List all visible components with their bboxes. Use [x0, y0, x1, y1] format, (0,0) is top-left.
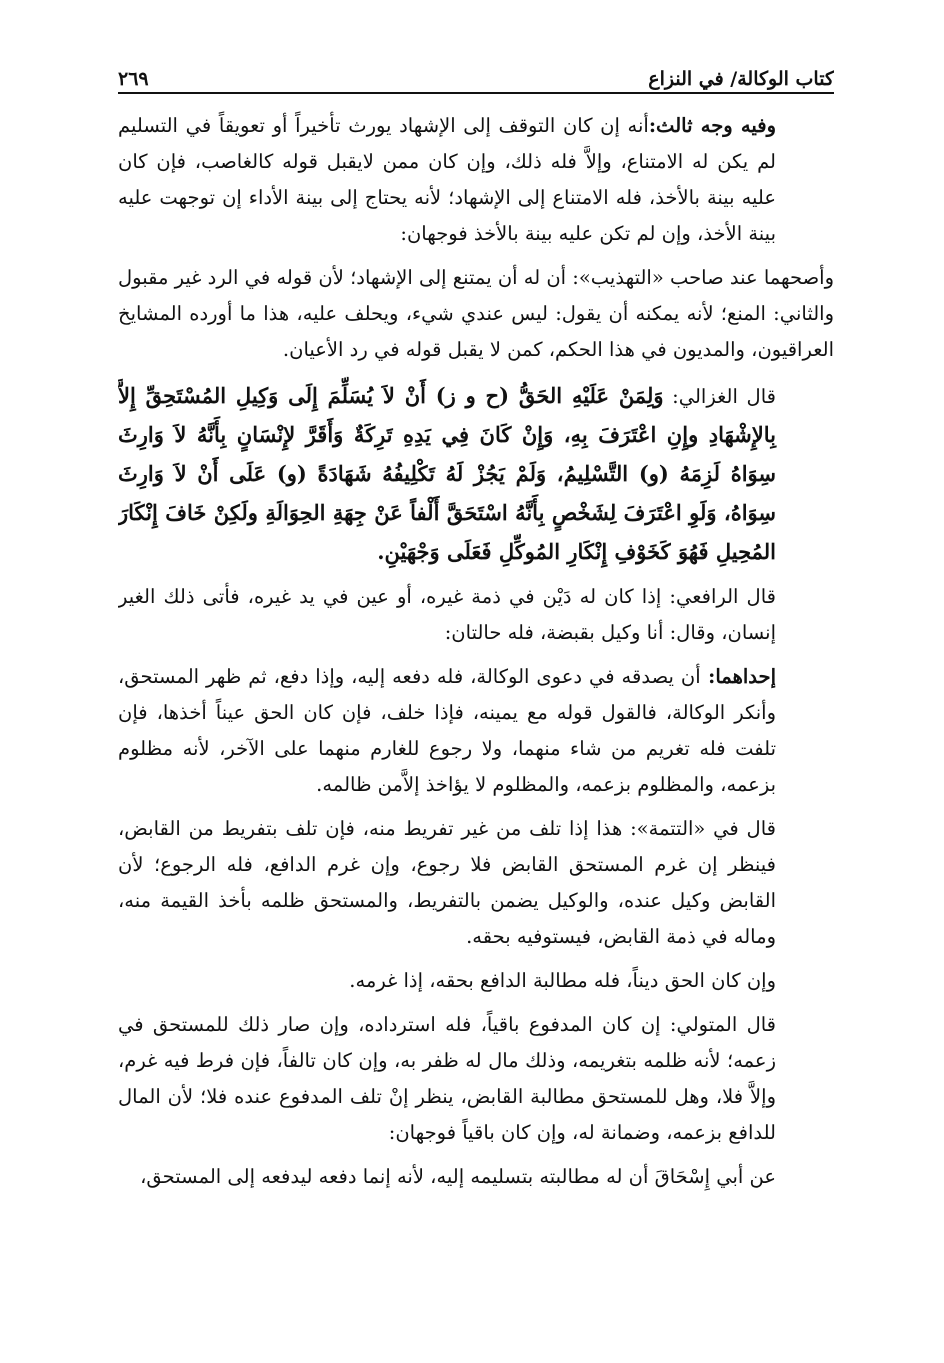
paragraph-mutawalli	[118, 1007, 834, 1159]
paragraph-tatimma	[118, 811, 834, 963]
paragraph-rafii	[118, 579, 834, 659]
book-page	[118, 56, 834, 1346]
paragraph-abu-ishaq	[118, 1159, 834, 1203]
paragraph-text: وأصحهما عند صاحب «التهذيب»: أن له أن يمتنع إلى الإشهاد؛ لأن قوله في الرد غير مقبول والثاني: المنع؛ لأنه يمكنه أن يقول: ليس عندي شيء، ويحلف عليه، هذا ما أورده المشايخ العراقيون، والمديون في هذا الحكم، كمن لا يقبل قوله في رد الأعيان.	[118, 266, 834, 361]
paragraph-text: أنه إن كان التوقف إلى الإشهاد يورث تأخيراً أو تعويقاً في التسليم لم يكن له الامتناع، وإلاَّ فله ذلك، وإن كان ممن لايقبل قوله كالغاصب، فإن كان عليه بينة بالأخذ، فله الامتناع إلى الإشهاد؛ لأنه يحتاج إلى بينة الأداء إن توجهت عليه بينة الأخذ، وإن لم تكن عليه بينة بالأخذ فوجهان:	[118, 114, 776, 245]
page-number: ٢٦٩	[118, 68, 149, 90]
matn-text: وَلِمَنْ عَلَيْهِ الحَقُّ (ح و ز) أَنْ لاَ يُسَلِّمَ إِلَى وَكِيلِ المُسْتَحِقِّ إِلاَّ بِالإِشْهَادِ وإِنِ اعْتَرَفَ بِهِ، وَإِنْ كَانَ فِي يَدِهِ تَرِكَةٌ وَأَقَرَّ لإِنْسَانٍ بِأَنَّهُ لاَ وَارِثَ سِوَاهُ لَزِمَهُ (و) التَّسْلِيمُ، وَلَمْ يَجُزْ لَهُ تَكْلِيفُهُ شَهَادَةً (و) عَلَى أَنْ لاَ وَارِثَ سِوَاهُ، وَلَوِ اعْتَرَفَ لِشَخْصٍ بِأَنَّهُ اسْتَحَقَّ أَلْفاً عَنْ جِهَةِ الحِوَالَةِ ولَكِنْ خَافَ إِنْكَارَ المُحِيلِ فَهُوَ كَخَوْفِ إِنْكَارِ المُوكِّلِ فَعَلَى وَجْهَيْنِ.	[118, 383, 776, 564]
paragraph-lead: إحداهما:	[700, 665, 776, 688]
page-body	[118, 108, 834, 1203]
paragraph-text: وإن كان الحق ديناً، فله مطالبة الدافع بحقه، إذا غرمه.	[349, 969, 776, 992]
paragraph-tahdhib	[118, 260, 834, 376]
paragraph-debt	[118, 963, 834, 1007]
paragraph-third-view	[118, 108, 834, 260]
running-title: كتاب الوكالة/ في النزاع	[648, 68, 834, 90]
paragraph-text: أن يصدقه في دعوى الوكالة، فله دفعه إليه، وإذا دفع، ثم ظهر المستحق، وأنكر الوكالة، فالقول قوله مع يمينه، فإذا خلف، فإن كان الحق عيناً أخذها، فإن تلفت فله تغريم من شاء منهما، ولا رجوع للغارم منهما على الآخر، لأنه مظلوم بزعمه، والمظلوم بزعمه، والمظلوم لا يؤاخذ إلاَّمن ظالمه.	[118, 665, 776, 796]
paragraph-lead: وفيه وجه ثالث:	[648, 114, 776, 137]
paragraph-ghazali-matn	[118, 376, 834, 579]
paragraph-lead: قال الغزالي:	[663, 385, 776, 408]
paragraph-first-case	[118, 659, 834, 811]
paragraph-text: قال المتولي: إن كان المدفوع باقياً، فله استرداده، وإن صار ذلك للمستحق في زعمه؛ لأنه ظلمه بتغريمه، وذلك مال له ظفر به، وإن كان تالفاً، فإن فرط فيه غرم، وإلاَّ فلا، وهل للمستحق مطالبة القابض، ينظر إنْ تلف المدفوع عنده فلا؛ لأن المال للدافع بزعمه، وضمانة له، وإن كان باقياً فوجهان:	[118, 1013, 776, 1144]
paragraph-text: عن أبي إِسْحَاقَ أن له مطالبته بتسليمه إليه، لأنه إنما دفعه ليدفعه إلى المستحق،	[140, 1165, 776, 1188]
paragraph-text: قال في «التتمة»: هذا إذا تلف من غير تفريط منه، فإن تلف بتفريط من القابض، فينظر إن غرم المستحق القابض فلا رجوع، وإن غرم الدافع، فله الرجوع؛ لأن القابض وكيل عنده، والوكيل يضمن بالتفريط، والمستحق ظلمه بأخذ القيمة منه، وماله في ذمة القابض، فيستوفيه بحقه.	[118, 817, 776, 948]
page-header	[118, 56, 834, 94]
paragraph-text: قال الرافعي: إذا كان له دَيْن في ذمة غيره، أو عين في يد غيره، فأتى ذلك الغير إنسان، وقال: أنا وكيل بقبضة، فله حالتان:	[118, 585, 776, 644]
